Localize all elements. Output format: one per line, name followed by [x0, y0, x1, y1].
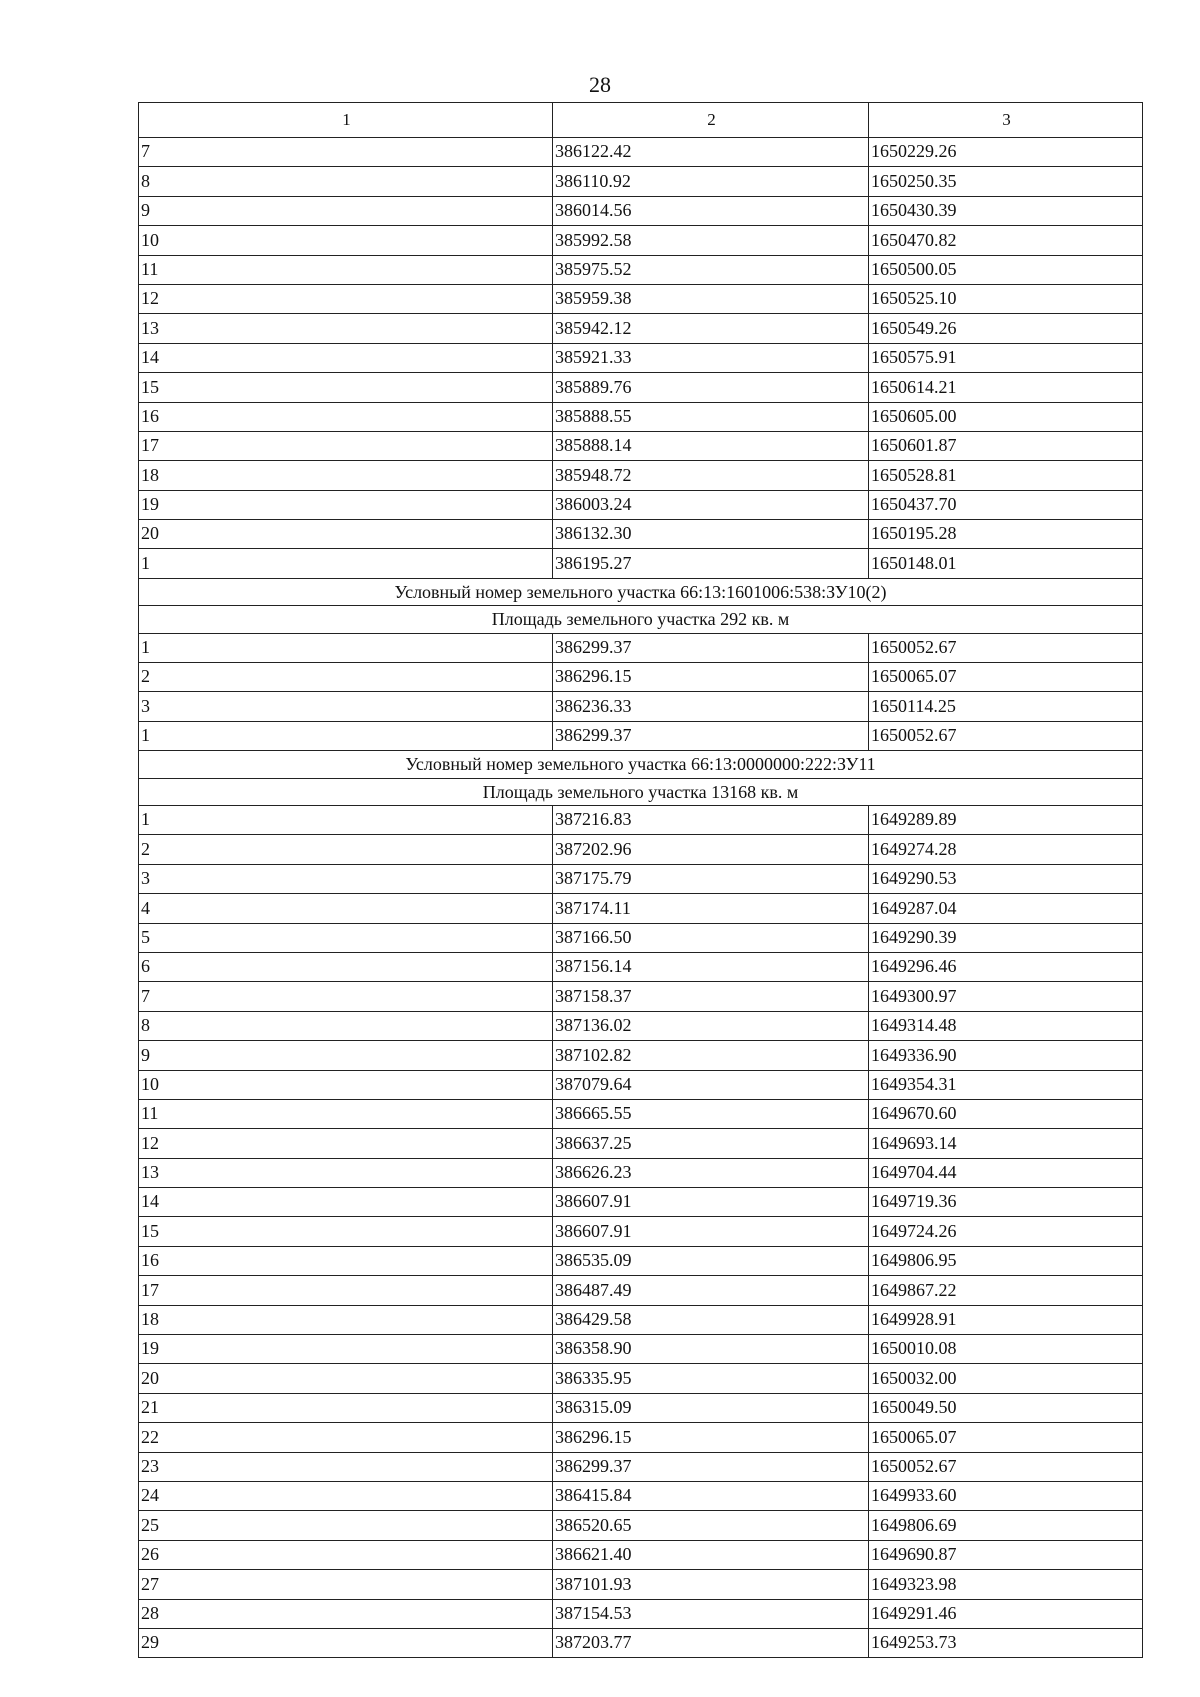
point-number-cell: 10: [139, 226, 553, 255]
point-number-cell: 3: [139, 864, 553, 893]
point-number-cell: 1: [139, 721, 553, 750]
x-coordinate-cell: 385948.72: [553, 461, 869, 490]
table-row: [139, 255, 1143, 284]
y-coordinate-cell: 1649274.28: [869, 835, 1143, 864]
point-number-cell: 11: [139, 1099, 553, 1128]
y-coordinate-cell: 1650614.21: [869, 373, 1143, 402]
x-coordinate-cell: 386003.24: [553, 490, 869, 519]
coordinates-table-body: [139, 103, 1143, 1658]
x-coordinate-cell: 386299.37: [553, 1452, 869, 1481]
table-row: [139, 835, 1143, 864]
point-number-cell: 14: [139, 343, 553, 372]
y-coordinate-cell: 1650052.67: [869, 721, 1143, 750]
plot-number-heading: Условный номер земельного участка 66:13:0000000:222:ЗУ11: [139, 751, 1143, 778]
table-row: [139, 373, 1143, 402]
table-row: [139, 1129, 1143, 1158]
x-coordinate-cell: 386415.84: [553, 1481, 869, 1510]
table-row: [139, 1364, 1143, 1393]
point-number-cell: 25: [139, 1511, 553, 1540]
y-coordinate-cell: 1649253.73: [869, 1628, 1143, 1657]
table-row: [139, 1481, 1143, 1510]
y-coordinate-cell: 1650052.67: [869, 1452, 1143, 1481]
y-coordinate-cell: 1649670.60: [869, 1099, 1143, 1128]
point-number-cell: 21: [139, 1393, 553, 1422]
plot-area-heading-row: [139, 606, 1143, 633]
table-row: [139, 520, 1143, 549]
column-header-3: 3: [869, 103, 1143, 138]
table-row: [139, 1452, 1143, 1481]
y-coordinate-cell: 1649806.95: [869, 1246, 1143, 1275]
x-coordinate-cell: 386195.27: [553, 549, 869, 578]
point-number-cell: 7: [139, 138, 553, 167]
point-number-cell: 7: [139, 982, 553, 1011]
y-coordinate-cell: 1649287.04: [869, 894, 1143, 923]
table-row: [139, 284, 1143, 313]
table-row: [139, 431, 1143, 460]
column-header-2: 2: [553, 103, 869, 138]
y-coordinate-cell: 1650528.81: [869, 461, 1143, 490]
x-coordinate-cell: 386014.56: [553, 196, 869, 225]
point-number-cell: 15: [139, 1217, 553, 1246]
y-coordinate-cell: 1650065.07: [869, 1423, 1143, 1452]
x-coordinate-cell: 386607.91: [553, 1188, 869, 1217]
y-coordinate-cell: 1649806.69: [869, 1511, 1143, 1540]
x-coordinate-cell: 386296.15: [553, 1423, 869, 1452]
y-coordinate-cell: 1650052.67: [869, 633, 1143, 662]
table-row: [139, 864, 1143, 893]
y-coordinate-cell: 1650525.10: [869, 284, 1143, 313]
point-number-cell: 6: [139, 952, 553, 981]
y-coordinate-cell: 1650601.87: [869, 431, 1143, 460]
y-coordinate-cell: 1650195.28: [869, 520, 1143, 549]
point-number-cell: 27: [139, 1570, 553, 1599]
x-coordinate-cell: 386607.91: [553, 1217, 869, 1246]
x-coordinate-cell: 386122.42: [553, 138, 869, 167]
x-coordinate-cell: 387166.50: [553, 923, 869, 952]
point-number-cell: 1: [139, 805, 553, 834]
x-coordinate-cell: 386535.09: [553, 1246, 869, 1275]
y-coordinate-cell: 1649290.53: [869, 864, 1143, 893]
point-number-cell: 18: [139, 1305, 553, 1334]
x-coordinate-cell: 385959.38: [553, 284, 869, 313]
point-number-cell: 14: [139, 1188, 553, 1217]
point-number-cell: 24: [139, 1481, 553, 1510]
table-row: [139, 805, 1143, 834]
y-coordinate-cell: 1650032.00: [869, 1364, 1143, 1393]
table-row: [139, 196, 1143, 225]
x-coordinate-cell: 387101.93: [553, 1570, 869, 1599]
x-coordinate-cell: 386358.90: [553, 1335, 869, 1364]
y-coordinate-cell: 1650148.01: [869, 549, 1143, 578]
plot-area-heading: Площадь земельного участка 13168 кв. м: [139, 778, 1143, 805]
table-row: [139, 549, 1143, 578]
table-row: [139, 633, 1143, 662]
table-row: [139, 1011, 1143, 1040]
y-coordinate-cell: 1649690.87: [869, 1540, 1143, 1569]
y-coordinate-cell: 1650010.08: [869, 1335, 1143, 1364]
x-coordinate-cell: 386637.25: [553, 1129, 869, 1158]
y-coordinate-cell: 1650500.05: [869, 255, 1143, 284]
x-coordinate-cell: 387079.64: [553, 1070, 869, 1099]
table-row: [139, 1540, 1143, 1569]
table-row: [139, 402, 1143, 431]
table-row: [139, 1305, 1143, 1334]
point-number-cell: 15: [139, 373, 553, 402]
point-number-cell: 16: [139, 1246, 553, 1275]
table-row: [139, 490, 1143, 519]
point-number-cell: 4: [139, 894, 553, 923]
table-row: [139, 923, 1143, 952]
x-coordinate-cell: 387175.79: [553, 864, 869, 893]
point-number-cell: 11: [139, 255, 553, 284]
y-coordinate-cell: 1649314.48: [869, 1011, 1143, 1040]
point-number-cell: 10: [139, 1070, 553, 1099]
y-coordinate-cell: 1650065.07: [869, 663, 1143, 692]
x-coordinate-cell: 385975.52: [553, 255, 869, 284]
table-row: [139, 1217, 1143, 1246]
point-number-cell: 3: [139, 692, 553, 721]
table-row: [139, 894, 1143, 923]
y-coordinate-cell: 1649719.36: [869, 1188, 1143, 1217]
x-coordinate-cell: 385888.55: [553, 402, 869, 431]
point-number-cell: 20: [139, 1364, 553, 1393]
y-coordinate-cell: 1649291.46: [869, 1599, 1143, 1628]
y-coordinate-cell: 1650049.50: [869, 1393, 1143, 1422]
y-coordinate-cell: 1650114.25: [869, 692, 1143, 721]
point-number-cell: 9: [139, 1041, 553, 1070]
point-number-cell: 16: [139, 402, 553, 431]
point-number-cell: 13: [139, 314, 553, 343]
point-number-cell: 17: [139, 1276, 553, 1305]
x-coordinate-cell: 386110.92: [553, 167, 869, 196]
point-number-cell: 26: [139, 1540, 553, 1569]
x-coordinate-cell: 387202.96: [553, 835, 869, 864]
point-number-cell: 19: [139, 1335, 553, 1364]
point-number-cell: 23: [139, 1452, 553, 1481]
table-row: [139, 1276, 1143, 1305]
y-coordinate-cell: 1650549.26: [869, 314, 1143, 343]
point-number-cell: 9: [139, 196, 553, 225]
x-coordinate-cell: 386429.58: [553, 1305, 869, 1334]
x-coordinate-cell: 386296.15: [553, 663, 869, 692]
point-number-cell: 8: [139, 1011, 553, 1040]
table-row: [139, 692, 1143, 721]
point-number-cell: 1: [139, 549, 553, 578]
point-number-cell: 2: [139, 835, 553, 864]
point-number-cell: 5: [139, 923, 553, 952]
plot-number-heading-row: [139, 578, 1143, 605]
point-number-cell: 13: [139, 1158, 553, 1187]
x-coordinate-cell: 385992.58: [553, 226, 869, 255]
point-number-cell: 22: [139, 1423, 553, 1452]
table-row: [139, 663, 1143, 692]
y-coordinate-cell: 1650250.35: [869, 167, 1143, 196]
x-coordinate-cell: 385942.12: [553, 314, 869, 343]
table-row: [139, 1628, 1143, 1657]
point-number-cell: 12: [139, 1129, 553, 1158]
point-number-cell: 18: [139, 461, 553, 490]
plot-number-heading-row: [139, 751, 1143, 778]
point-number-cell: 19: [139, 490, 553, 519]
x-coordinate-cell: 386132.30: [553, 520, 869, 549]
column-header-row: [139, 103, 1143, 138]
y-coordinate-cell: 1650605.00: [869, 402, 1143, 431]
plot-area-heading-row: [139, 778, 1143, 805]
x-coordinate-cell: 386299.37: [553, 721, 869, 750]
x-coordinate-cell: 386626.23: [553, 1158, 869, 1187]
x-coordinate-cell: 385889.76: [553, 373, 869, 402]
x-coordinate-cell: 386520.65: [553, 1511, 869, 1540]
table-row: [139, 1599, 1143, 1628]
y-coordinate-cell: 1649928.91: [869, 1305, 1143, 1334]
y-coordinate-cell: 1650430.39: [869, 196, 1143, 225]
point-number-cell: 2: [139, 663, 553, 692]
plot-number-heading: Условный номер земельного участка 66:13:1601006:538:ЗУ10(2): [139, 578, 1143, 605]
coordinates-table: [138, 102, 1143, 1658]
y-coordinate-cell: 1649323.98: [869, 1570, 1143, 1599]
x-coordinate-cell: 387154.53: [553, 1599, 869, 1628]
table-row: [139, 1188, 1143, 1217]
y-coordinate-cell: 1649704.44: [869, 1158, 1143, 1187]
point-number-cell: 17: [139, 431, 553, 460]
y-coordinate-cell: 1649336.90: [869, 1041, 1143, 1070]
table-row: [139, 1099, 1143, 1128]
y-coordinate-cell: 1650470.82: [869, 226, 1143, 255]
y-coordinate-cell: 1649933.60: [869, 1481, 1143, 1510]
x-coordinate-cell: 386315.09: [553, 1393, 869, 1422]
table-row: [139, 982, 1143, 1011]
x-coordinate-cell: 386621.40: [553, 1540, 869, 1569]
y-coordinate-cell: 1649693.14: [869, 1129, 1143, 1158]
table-row: [139, 1335, 1143, 1364]
y-coordinate-cell: 1650437.70: [869, 490, 1143, 519]
x-coordinate-cell: 387174.11: [553, 894, 869, 923]
page-number: 28: [589, 72, 611, 97]
x-coordinate-cell: 387203.77: [553, 1628, 869, 1657]
x-coordinate-cell: 386299.37: [553, 633, 869, 662]
x-coordinate-cell: 385888.14: [553, 431, 869, 460]
point-number-cell: 29: [139, 1628, 553, 1657]
x-coordinate-cell: 386487.49: [553, 1276, 869, 1305]
point-number-cell: 1: [139, 633, 553, 662]
x-coordinate-cell: 386335.95: [553, 1364, 869, 1393]
table-row: [139, 1423, 1143, 1452]
y-coordinate-cell: 1650229.26: [869, 138, 1143, 167]
y-coordinate-cell: 1649300.97: [869, 982, 1143, 1011]
table-row: [139, 1393, 1143, 1422]
table-row: [139, 1041, 1143, 1070]
y-coordinate-cell: 1649296.46: [869, 952, 1143, 981]
x-coordinate-cell: 387216.83: [553, 805, 869, 834]
table-row: [139, 1070, 1143, 1099]
x-coordinate-cell: 387156.14: [553, 952, 869, 981]
y-coordinate-cell: 1649354.31: [869, 1070, 1143, 1099]
table-row: [139, 1246, 1143, 1275]
table-row: [139, 167, 1143, 196]
y-coordinate-cell: 1649289.89: [869, 805, 1143, 834]
table-row: [139, 226, 1143, 255]
table-row: [139, 1511, 1143, 1540]
table-row: [139, 138, 1143, 167]
point-number-cell: 8: [139, 167, 553, 196]
column-header-1: 1: [139, 103, 553, 138]
table-row: [139, 461, 1143, 490]
point-number-cell: 28: [139, 1599, 553, 1628]
table-row: [139, 343, 1143, 372]
point-number-cell: 20: [139, 520, 553, 549]
table-row: [139, 952, 1143, 981]
point-number-cell: 12: [139, 284, 553, 313]
x-coordinate-cell: 386236.33: [553, 692, 869, 721]
x-coordinate-cell: 385921.33: [553, 343, 869, 372]
x-coordinate-cell: 387136.02: [553, 1011, 869, 1040]
x-coordinate-cell: 387102.82: [553, 1041, 869, 1070]
table-row: [139, 1158, 1143, 1187]
y-coordinate-cell: 1649724.26: [869, 1217, 1143, 1246]
y-coordinate-cell: 1649867.22: [869, 1276, 1143, 1305]
y-coordinate-cell: 1649290.39: [869, 923, 1143, 952]
plot-area-heading: Площадь земельного участка 292 кв. м: [139, 606, 1143, 633]
y-coordinate-cell: 1650575.91: [869, 343, 1143, 372]
table-row: [139, 721, 1143, 750]
x-coordinate-cell: 386665.55: [553, 1099, 869, 1128]
x-coordinate-cell: 387158.37: [553, 982, 869, 1011]
table-row: [139, 1570, 1143, 1599]
table-row: [139, 314, 1143, 343]
